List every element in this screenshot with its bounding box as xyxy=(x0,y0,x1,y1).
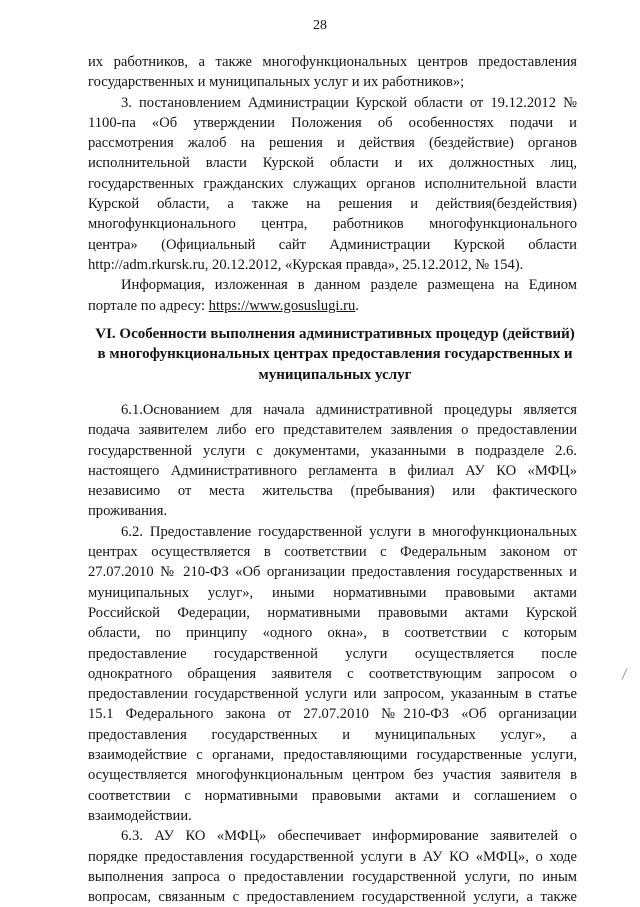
portal-line xyxy=(88,296,577,316)
text-line: Курской области, а также на решения и действия(бездействия) xyxy=(88,196,577,213)
text-line: 6.1.Основанием для начала административной процедуры является xyxy=(121,402,577,418)
text-line: 6.2. Предоставление государственной услуги в многофункциональных xyxy=(121,523,577,540)
text-line: 6.3. АУ КО «МФЦ» обеспечивает информирование заявителей о xyxy=(121,828,577,845)
text-line: центрах осуществляется в соответствии с Федеральным законом от xyxy=(88,544,577,561)
text-line: соответствии с нормативными правовыми актами и соглашением о xyxy=(88,787,577,804)
text-line: многофункционального центра, работников многофункционального xyxy=(88,216,577,233)
portal-prefix: портале по адресу: xyxy=(88,297,209,314)
text-line: взаимодействии. xyxy=(88,807,192,824)
text-line: выполнения запроса о предоставлении государственной услуги, по иным xyxy=(88,868,577,885)
text-line: осуществляется многофункциональным центром без участия заявителя в xyxy=(88,767,577,784)
section-v-tail xyxy=(88,52,577,316)
text-line: http://adm.rkursk.ru, 20.12.2012, «Курская правда», 25.12.2012, № 154). xyxy=(88,256,524,273)
text-line: 15.1 Федерального закона от 27.07.2010 №210-ФЗ «Об организации xyxy=(88,706,577,723)
text-line: государственных гражданских служащих органов исполнительной власти xyxy=(88,175,577,192)
heading-line: VI. Особенности выполнения административных процедур (действий) xyxy=(95,326,575,342)
heading-line: муниципальных услуг xyxy=(258,366,412,383)
text-line: рассмотрения жалоб на решения и действия (бездействие) органов xyxy=(88,135,577,152)
text-line: государственной услуги с документами, указанными в подразделе 2.6. xyxy=(88,442,577,459)
text-line: независимо от места жительства (пребывания) или фактического xyxy=(88,483,577,500)
heading-line: в многофункциональных центрах предоставления государственных и xyxy=(97,346,573,363)
text-line: Информация, изложенная в данном разделе размещена на Едином xyxy=(121,277,577,294)
text-line: взаимодействие с органами, предоставляющими государственные услуги, xyxy=(88,747,577,764)
text-line: центра» (Официальный сайт Администрации Курской области xyxy=(88,236,577,253)
text-line: настоящего Административного регламента в филиал АУ КО «МФЦ» xyxy=(88,462,577,479)
text-line: муниципальных услуг», иными нормативными правовыми актами xyxy=(88,584,577,601)
text-line: подача заявителем либо его представителем заявления о предоставлении xyxy=(88,422,577,439)
text-line: предоставления государственных и муниципальных услуг», а xyxy=(88,726,577,743)
text-line: Российской Федерации, нормативными правовыми актами Курской xyxy=(88,604,577,621)
section-vi-heading xyxy=(80,324,590,385)
text-line: проживания. xyxy=(88,503,168,520)
text-line: вопросам, связанным с предоставлением государственной услуги, а также xyxy=(88,889,577,906)
text-line: порядке предоставления государственной услуги в АУ КО «МФЦ», о ходе xyxy=(88,848,577,865)
text-line: государственных и муниципальных услуг и их работников»; xyxy=(88,74,465,91)
section-vi-body xyxy=(88,400,577,907)
text-line: предоставление государственной услуги осуществляется после xyxy=(88,645,577,662)
portal-suffix: . xyxy=(355,297,359,314)
text-line: предоставлении государственной услуги или запросом, указанным в статье xyxy=(88,686,577,703)
page-number: 28 xyxy=(313,18,327,33)
text-line: области, по принципу «одного окна», в соответствии с которым xyxy=(88,625,577,642)
text-line: исполнительной власти Курской области и их должностных лиц, xyxy=(88,155,577,172)
text-line: 3. постановлением Администрации Курской области от 19.12.2012 № xyxy=(121,94,577,111)
text-line: 1100-па «Об утверждении Положения об особенностях подачи и xyxy=(88,114,577,131)
scan-mark xyxy=(622,668,628,679)
text-line: 27.07.2010 № 210-ФЗ «Об организации предоставления государственных и xyxy=(88,564,577,581)
text-line: однократного обращения заявителя с соответствующим запросом о xyxy=(88,665,577,682)
gosuslugi-link[interactable]: https://www.gosuslugi.ru xyxy=(208,297,356,314)
text-line: их работников, а также многофункциональных центров предоставления xyxy=(88,54,577,70)
